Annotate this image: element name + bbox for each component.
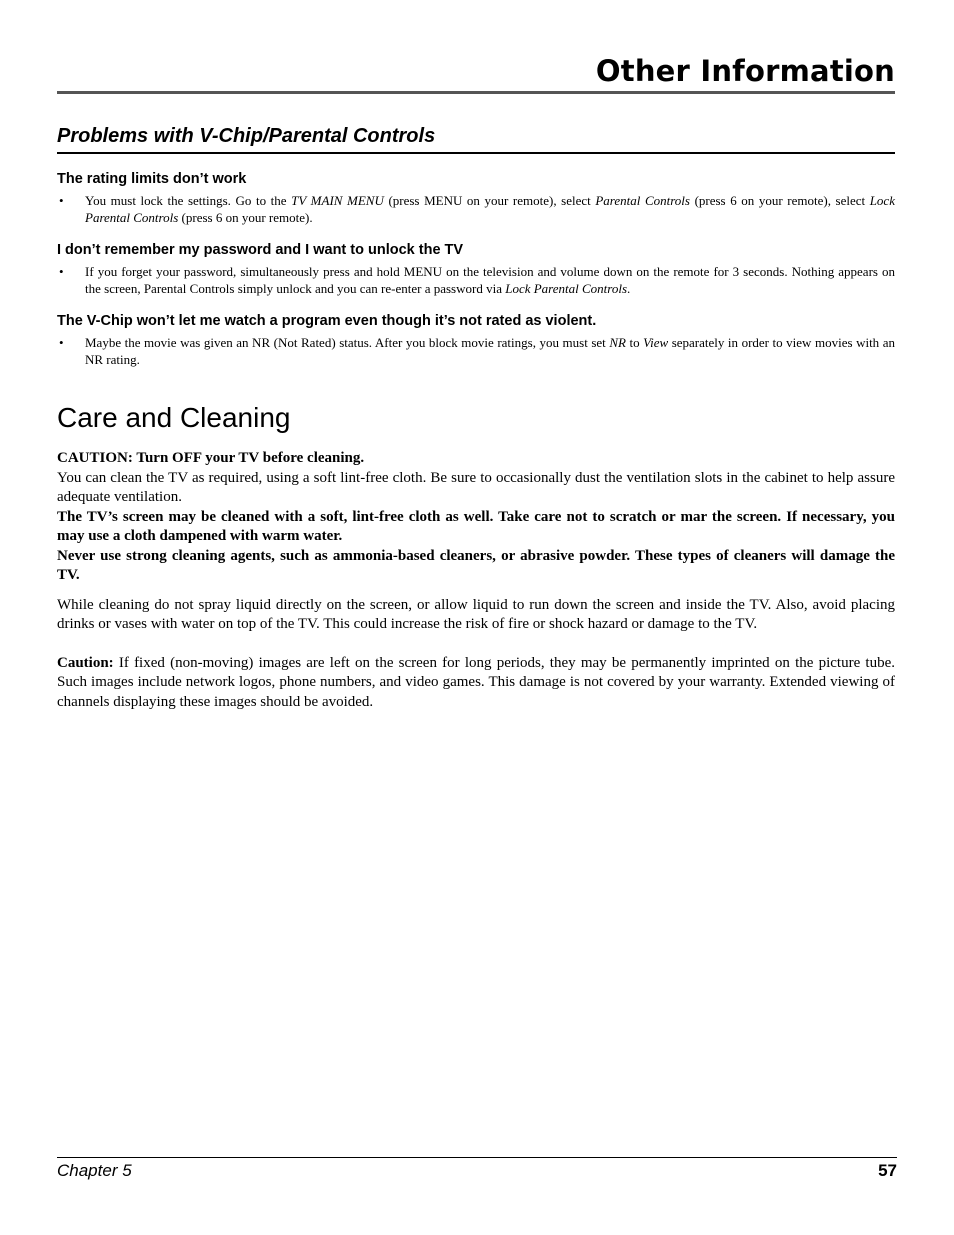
bullet-text: (press 6 on your remote), select: [689, 193, 870, 208]
caution-paragraph: [57, 654, 895, 713]
bullet-glyph: •: [59, 193, 64, 208]
page-number: 57: [878, 1161, 897, 1180]
section-rule: [57, 152, 895, 154]
bullet-text: Maybe the movie was given an NR (Not Rated) status. After you block movie ratings, you must set: [85, 335, 610, 350]
bullet-text: (press 6 on your remote).: [178, 210, 313, 225]
setting-name: NR: [609, 335, 626, 350]
bullet-text: You must lock the settings. Go to the: [85, 193, 292, 208]
menu-name: TV MAIN MENU: [291, 193, 384, 208]
care-paragraph-bold: The TV’s screen may be cleaned with a soft, lint-free cloth as well. Take care not to scratch or mar the screen. If necessary, you may use a cloth dampened with warm water.: [57, 508, 895, 544]
header-rule: [57, 91, 895, 94]
care-paragraph-bold: Never use strong cleaning agents, such as ammonia-based cleaners, or abrasive powder. These types of cleaners will damage the TV.: [57, 547, 895, 583]
caution-heading: CAUTION: Turn OFF your TV before cleaning.: [57, 450, 365, 466]
section-title-care: Care and Cleaning: [57, 402, 291, 433]
menu-name: Lock Parental Controls: [505, 281, 628, 296]
vchip-item-1: [57, 171, 895, 226]
setting-name: View: [643, 335, 669, 350]
bullet-text: (press MENU on your remote), select: [383, 193, 596, 208]
bullet-text: .: [627, 281, 631, 296]
caution-text: If fixed (non-moving) images are left on the screen for long periods, they may be permanently imprinted on the picture tube. Such images include network logos, phone numbers, and video games. This damage is not covered by your warranty. Extended viewing of channels displaying these images should be avoided.: [57, 654, 895, 710]
bullet-paragraph: [57, 334, 895, 368]
bullet-text: If you forget your password, simultaneously press and hold MENU on the television and volume down on the remote for 3 seconds. Nothing appears on the screen, Parental Controls simply unlock and you can re-enter a password via: [85, 264, 895, 296]
footer-chapter: Chapter 5: [57, 1161, 132, 1180]
menu-name: Parental Controls: [595, 193, 690, 208]
menu-name: Lock Parental Controls: [85, 193, 895, 225]
caution-label: Caution:: [57, 654, 114, 671]
item-heading: The V-Chip won’t let me watch a program even though it’s not rated as violent.: [57, 313, 597, 329]
vchip-item-2: [57, 242, 895, 297]
bullet-text: to: [625, 335, 644, 350]
bullet-glyph: •: [59, 335, 64, 350]
section-title-vchip: Problems with V-Chip/Parental Controls: [57, 125, 436, 147]
care-paragraph: While cleaning do not spray liquid directly on the screen, or allow liquid to run down the screen and inside the TV. Also, avoid placing drinks or vases with water on top of the TV. This could increase the risk of fire or shock hazard or damage to the TV.: [57, 596, 895, 632]
page-header-title: Other Information: [595, 54, 895, 88]
bullet-text: separately in order to view movies with an NR rating.: [85, 335, 895, 367]
bullet-paragraph: [57, 263, 895, 297]
item-heading: The rating limits don’t work: [57, 171, 247, 187]
item-heading: I don’t remember my password and I want to unlock the TV: [57, 242, 464, 258]
bullet-paragraph: [57, 192, 895, 226]
vchip-item-3: [57, 313, 895, 368]
bullet-glyph: •: [59, 264, 64, 279]
care-body: [57, 449, 895, 712]
footer-rule: [57, 1157, 897, 1158]
care-paragraph: You can clean the TV as required, using a soft lint-free cloth. Be sure to occasionally dust the ventilation slots in the cabinet to help assure adequate ventilation.: [57, 469, 895, 505]
